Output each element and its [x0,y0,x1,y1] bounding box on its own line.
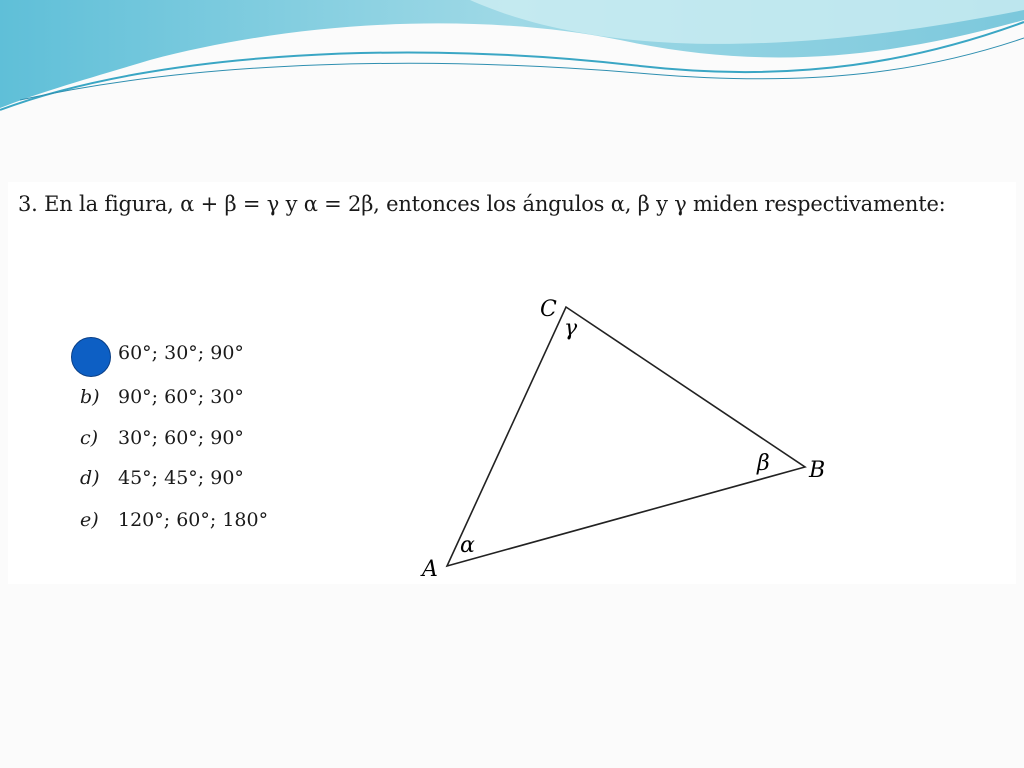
vertex-a-label: A [422,557,438,582]
angle-beta-label: β [757,451,770,476]
vertex-b-label: B [809,458,826,483]
option-letter: b) [80,386,100,408]
triangle-abc [447,307,805,566]
question-body: En la figura, α + β = γ y α = 2β, entonces los ángulos α, β y γ miden respectivamente: [44,192,946,216]
option-letter: d) [80,467,100,489]
option-letter: c) [80,427,99,449]
vertex-c-label: C [540,297,557,322]
option-value: 120°; 60°; 180° [118,509,269,531]
option-value: 60°; 30°; 90° [118,342,244,364]
option-letter: e) [80,509,99,531]
option-value: 45°; 45°; 90° [118,467,244,489]
option-value: 90°; 60°; 30° [118,386,244,408]
option-value: 30°; 60°; 90° [118,427,244,449]
angle-alpha-label: α [460,533,475,558]
angle-gamma-label: γ [564,316,578,341]
question-number: 3. [18,192,38,216]
